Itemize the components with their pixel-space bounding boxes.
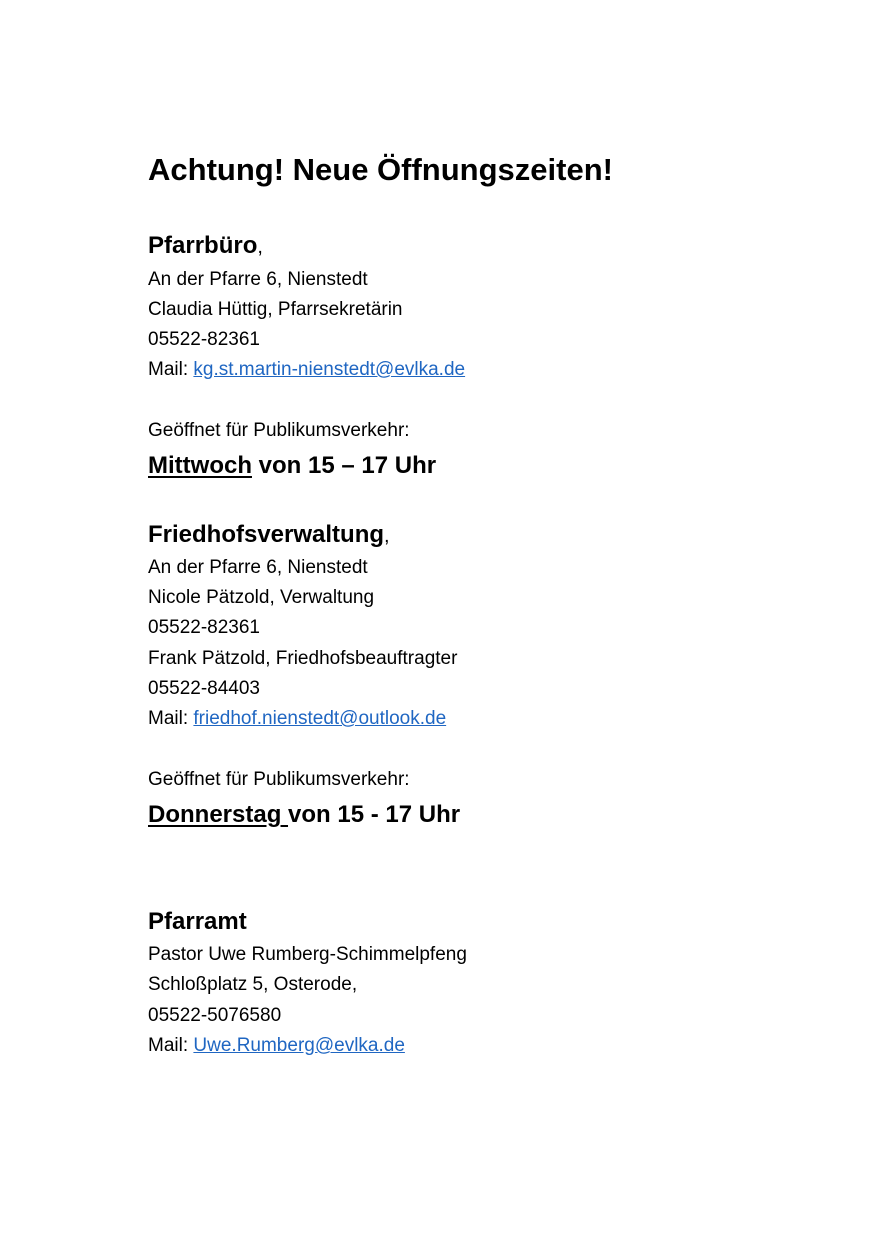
pfarrbuero-mail-line bbox=[148, 355, 465, 385]
pfarramt-mail-link[interactable]: Uwe.Rumberg@evlka.de bbox=[193, 1035, 405, 1056]
pfarramt-heading: Pfarramt bbox=[148, 908, 247, 935]
pfarrbuero-heading-text: Pfarrbüro bbox=[148, 232, 258, 259]
pfarramt-mail-line bbox=[148, 1031, 405, 1061]
friedhof-address: An der Pfarre 6, Nienstedt bbox=[148, 557, 368, 578]
friedhof-time: von 15 - 17 Uhr bbox=[288, 801, 461, 828]
pfarrbuero-hours bbox=[148, 449, 436, 483]
friedhof-day: Donnerstag bbox=[148, 801, 289, 828]
pfarramt-phone: 05522-5076580 bbox=[148, 1005, 282, 1026]
friedhof-contact-1: Nicole Pätzold, Verwaltung bbox=[148, 587, 375, 608]
friedhof-contact-2: Frank Pätzold, Friedhofsbeauftragter bbox=[148, 648, 458, 669]
friedhof-open-label: Geöffnet für Publikumsverkehr: bbox=[148, 769, 410, 790]
pfarrbuero-time: von 15 – 17 Uhr bbox=[251, 452, 437, 479]
pfarrbuero-heading-comma: , bbox=[257, 236, 263, 258]
friedhof-mail-link[interactable]: friedhof.nienstedt@outlook.de bbox=[193, 708, 447, 729]
friedhof-mail-label: Mail: bbox=[148, 708, 194, 729]
friedhof-heading-text: Friedhofsverwaltung bbox=[148, 521, 385, 548]
pfarrbuero-heading bbox=[148, 230, 263, 263]
page-title: Achtung! Neue Öffnungszeiten! bbox=[148, 152, 613, 187]
pfarrbuero-mail-label: Mail: bbox=[148, 359, 194, 380]
pfarrbuero-mail-link[interactable]: kg.st.martin-nienstedt@evlka.de bbox=[193, 359, 466, 380]
friedhof-phone-1: 05522-82361 bbox=[148, 617, 260, 638]
pfarrbuero-address: An der Pfarre 6, Nienstedt bbox=[148, 269, 368, 290]
pfarramt-mail-label: Mail: bbox=[148, 1035, 194, 1056]
friedhof-heading bbox=[148, 519, 390, 552]
friedhof-hours bbox=[148, 798, 460, 832]
pfarrbuero-open-label: Geöffnet für Publikumsverkehr: bbox=[148, 420, 410, 441]
friedhof-heading-comma: , bbox=[384, 525, 390, 547]
friedhof-mail-line bbox=[148, 704, 446, 734]
pfarramt-address: Schloßplatz 5, Osterode, bbox=[148, 974, 358, 995]
pfarrbuero-day: Mittwoch bbox=[148, 452, 252, 479]
pfarrbuero-phone: 05522-82361 bbox=[148, 329, 260, 350]
friedhof-phone-2: 05522-84403 bbox=[148, 678, 260, 699]
pfarrbuero-contact: Claudia Hüttig, Pfarrsekretärin bbox=[148, 299, 403, 320]
pfarramt-name: Pastor Uwe Rumberg-Schimmelpfeng bbox=[148, 944, 467, 965]
